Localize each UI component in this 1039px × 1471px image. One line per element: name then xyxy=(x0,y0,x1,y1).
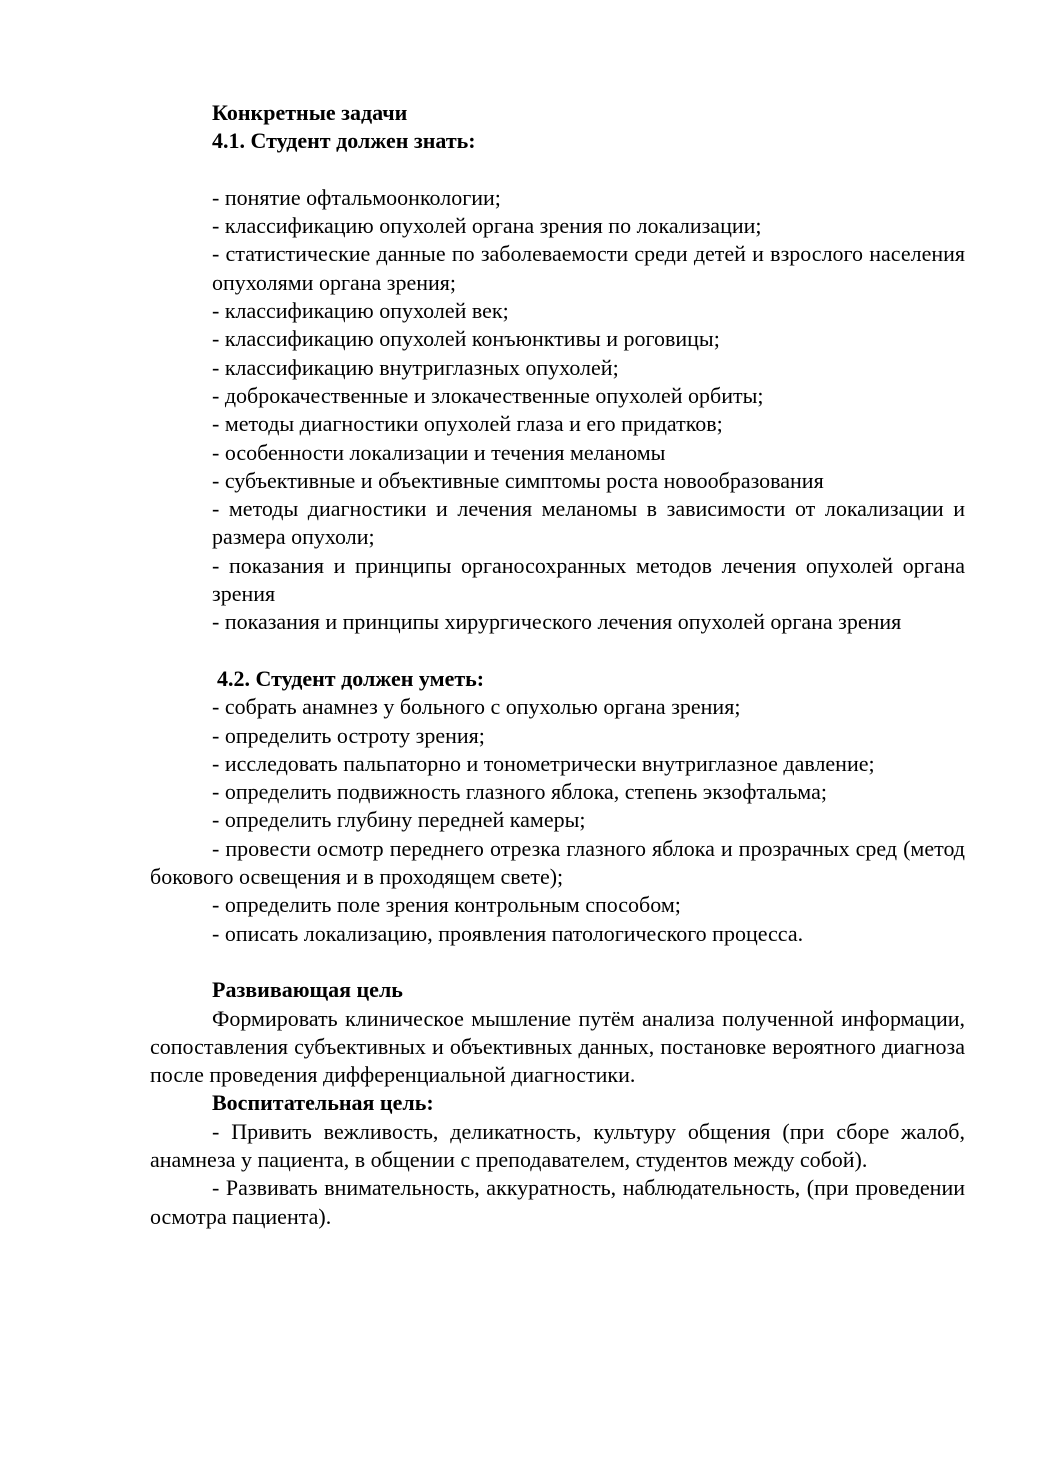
spacer xyxy=(150,948,965,976)
list-item: - особенности локализации и течения меланомы xyxy=(212,439,666,465)
list-item: - субъективные и объективные симптомы роста новообразования xyxy=(212,467,824,493)
document-page xyxy=(150,99,965,1231)
developing-goal-text: Формировать клиническое мышление путём анализа полученной информации, сопоставления субъективных и объективных данных, постановке вероятного диагноза после проведения дифференциальной диагностики. xyxy=(150,1005,965,1088)
list-item: - классификацию внутриглазных опухолей; xyxy=(212,354,619,380)
list-item: - показания и принципы хирургического лечения опухолей органа зрения xyxy=(212,609,902,635)
list-item: - определить поле зрения контрольным способом; xyxy=(212,892,681,918)
heading-specific-tasks: Конкретные задачи xyxy=(212,100,408,125)
list-item: - определить остроту зрения; xyxy=(212,722,485,748)
list-item: - методы диагностики опухолей глаза и его придатков; xyxy=(212,411,723,437)
heading-developing-goal: Развивающая цель xyxy=(212,977,403,1003)
list-item: - доброкачественные и злокачественные опухолей орбиты; xyxy=(212,382,764,408)
spacer xyxy=(150,156,965,184)
list-item: - описать локализацию, проявления патологического процесса. xyxy=(212,920,804,946)
know-list xyxy=(212,184,965,637)
heading-student-must-be-able: 4.2. Студент должен уметь: xyxy=(217,665,485,691)
list-item: - классификацию опухолей конъюнктивы и роговицы; xyxy=(212,326,720,352)
list-item: - провести осмотр переднего отрезка глазного яблока и прозрачных сред (метод бокового освещения и в проходящем свете); xyxy=(150,835,965,890)
list-item: - определить глубину передней камеры; xyxy=(212,807,586,833)
list-item: - понятие офтальмоонкологии; xyxy=(212,184,501,210)
spacer xyxy=(150,637,965,665)
educational-goal-item: - Развивать внимательность, аккуратность, наблюдательность, (при проведении осмотра пациента). xyxy=(150,1175,965,1229)
list-item: - методы диагностики и лечения меланомы в зависимости от локализации и размера опухоли; xyxy=(212,496,965,550)
list-item: - классификацию опухолей век; xyxy=(212,298,509,324)
list-item: - исследовать пальпаторно и тонометрически внутриглазное давление; xyxy=(212,750,875,776)
list-item: - статистические данные по заболеваемости среди детей и взрослого населения опухолями органа зрения; xyxy=(212,241,965,295)
list-item: - показания и принципы органосохранных методов лечения опухолей органа зрения xyxy=(212,552,965,607)
heading-educational-goal: Воспитательная цель: xyxy=(212,1090,434,1116)
heading-student-must-know: 4.1. Студент должен знать: xyxy=(212,128,476,154)
list-item: - классификацию опухолей органа зрения по локализации; xyxy=(212,213,762,239)
list-item: - определить подвижность глазного яблока, степень экзофтальма; xyxy=(212,779,827,805)
list-item: - собрать анамнез у больного с опухолью органа зрения; xyxy=(212,694,741,720)
educational-goal-item: - Привить вежливость, деликатность, культуру общения (при сборе жалоб, анамнеза у пациента, в общении с преподавателем, студентов между собой). xyxy=(150,1118,965,1172)
skills-list xyxy=(150,693,965,948)
